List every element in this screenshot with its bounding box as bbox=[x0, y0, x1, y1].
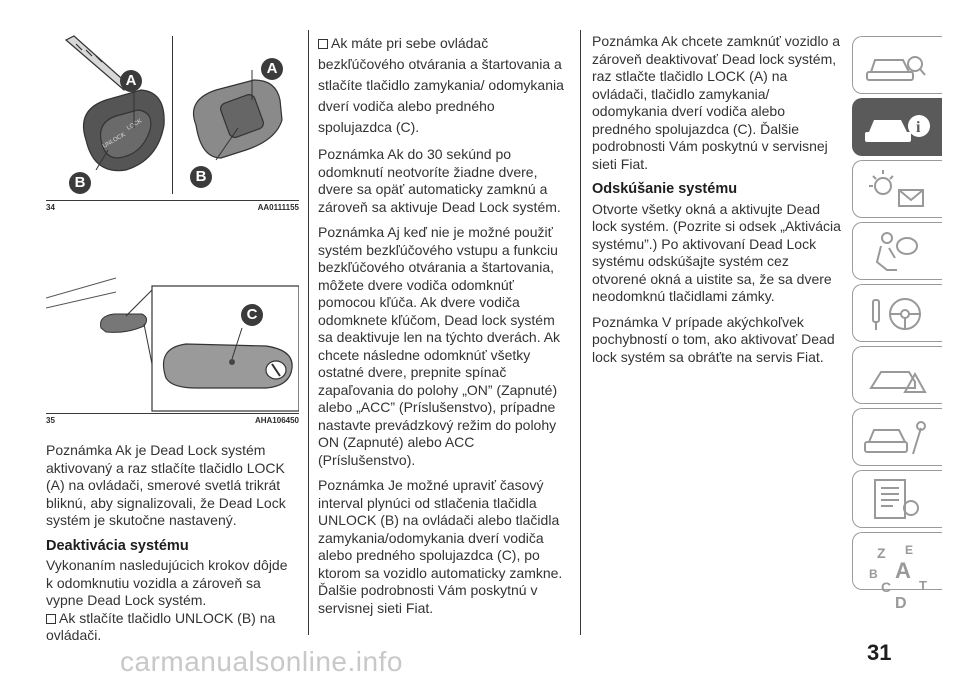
tab-car-info[interactable] bbox=[852, 98, 942, 156]
callout-label: C bbox=[241, 304, 263, 326]
figure-number: 35 bbox=[46, 416, 55, 425]
callout-label: B bbox=[69, 172, 91, 194]
index-letter: A bbox=[895, 558, 911, 583]
lock-engraving: LOCK bbox=[126, 118, 144, 132]
figure-divider bbox=[172, 36, 173, 194]
bullet-item bbox=[318, 33, 572, 138]
section-heading: Odskúšanie systému bbox=[592, 181, 738, 197]
note-paragraph: Poznámka Aj keď nie je možné použiť systém bezkľúčového vstupu a funkciu bezkľúčového otvárania a štartovania, môžete dvere vodiča odomknúť pomocou kľúča. Ak dvere vodiča odomknete kľúčom, Dead lock systém sa deaktivuje len na týchto dverách. Ak chcete následne odomknúť všetky ostatné dvere, prepnite spínač zapaľovania do polohy „ON” (Zapnuté) alebo „ACC” (Príslušenstvo), prípadne nastavte prevádzkový režim do polohy ON (Zapnuté) alebo ACC (Príslušenstvo). bbox=[318, 224, 561, 468]
key-steering-wheel-icon bbox=[861, 290, 931, 336]
alphabet-index-icon bbox=[861, 538, 931, 630]
figure-number: 34 bbox=[46, 203, 55, 212]
index-letter: C bbox=[881, 579, 892, 595]
section-heading: Deaktivácia systému bbox=[46, 537, 189, 554]
svg-text:i: i bbox=[916, 119, 921, 136]
figure-code: AHA106450 bbox=[254, 416, 299, 425]
watermark-text: carmanualsonline.info bbox=[120, 646, 403, 677]
tab-technical-data[interactable] bbox=[852, 470, 942, 528]
car-info-icon bbox=[861, 104, 931, 150]
index-letter: T bbox=[919, 578, 927, 593]
page-number: 31 bbox=[867, 640, 892, 665]
text-column-1 bbox=[46, 442, 298, 653]
tab-maintenance[interactable] bbox=[852, 408, 942, 466]
tab-safety[interactable] bbox=[852, 222, 942, 280]
car-wrench-icon bbox=[861, 414, 931, 460]
figure-key-remotes bbox=[46, 30, 299, 201]
index-letter: B bbox=[869, 567, 878, 581]
bullet-box-icon bbox=[46, 614, 56, 624]
bullet-text: Ak stlačíte tlačidlo UNLOCK (B) na ovládači. bbox=[46, 609, 276, 643]
figure-caption bbox=[46, 203, 299, 212]
body-paragraph: Vykonaním nasledujúcich krokov dôjde k odomknutiu vozidla a zároveň sa vypne Dead Lock systém. bbox=[46, 557, 288, 608]
bullet-box-icon bbox=[318, 39, 328, 49]
figure-door-handle bbox=[46, 228, 299, 414]
tab-car-search[interactable] bbox=[852, 36, 942, 94]
text-column-3 bbox=[592, 33, 842, 374]
callout-label: B bbox=[190, 166, 212, 188]
column-divider bbox=[580, 30, 581, 635]
note-paragraph: Poznámka Ak do 30 sekúnd po odomknutí neotvoríte žiadne dvere, dvere sa opäť automaticky zamknú a zároveň sa aktivuje Dead Lock systém. bbox=[318, 146, 561, 215]
index-letter: E bbox=[905, 543, 914, 557]
column-divider bbox=[308, 30, 309, 635]
tab-starting-driving[interactable] bbox=[852, 284, 942, 342]
figure-code: AA0111155 bbox=[257, 203, 299, 212]
unlock-engraving: UNLOCK bbox=[102, 132, 127, 150]
bullet-text: Ak máte pri sebe ovládač bezkľúčového otvárania a štartovania a stlačíte tlačidlo zamykania/ odomykania dverí vodiča alebo predného spolujazdca (C). bbox=[318, 35, 564, 135]
tab-emergency[interactable] bbox=[852, 346, 942, 404]
airbag-icon bbox=[861, 228, 931, 274]
index-letter: Z bbox=[877, 545, 886, 561]
note-paragraph: Poznámka V prípade akýchkoľvek pochybností o tom, ako aktivovať Dead lock systém sa obráťte na servis Fiat. bbox=[592, 313, 835, 365]
bullet-item bbox=[46, 610, 298, 645]
tab-index[interactable] bbox=[852, 532, 942, 612]
body-paragraph: Otvorte všetky okná a aktivujte Dead lock systém. (Pozrite si odsek „Aktivácia systému”.) Po aktivovaní Dead Lock systému odskúšajte systém cez otvorené okná a uistite sa, že sa dvere neodomknú tlačidlami zámky. bbox=[592, 200, 841, 304]
tab-lights-messages[interactable] bbox=[852, 160, 942, 218]
car-search-icon bbox=[861, 42, 931, 88]
warning-triangle-icon bbox=[861, 352, 931, 398]
lights-envelope-icon bbox=[861, 166, 931, 212]
note-paragraph: Poznámka Ak je Dead Lock systém aktivovaný a raz stlačíte tlačidlo LOCK (A) na ovládači, smerové svetlá trikrát bliknú, aby signalizovali, že Dead Lock systém je skutočne nastavený. bbox=[46, 442, 286, 528]
callout-label: A bbox=[120, 70, 142, 92]
index-letter: D bbox=[895, 595, 907, 612]
document-list-icon bbox=[861, 476, 931, 522]
figure-caption bbox=[46, 416, 299, 425]
text-column-2 bbox=[318, 33, 572, 625]
note-paragraph: Poznámka Je možné upraviť časový interval plynúci od stlačenia tlačidla UNLOCK (B) na ovládači alebo tlačidla zamykania/odomykania dverí vodiča alebo predného spolujazdca (C), po ktorom sa vozidlo automaticky zamkne. Ďalšie podrobnosti Vám poskytnú v servisnej sieti Fiat. bbox=[318, 477, 563, 616]
callout-label: A bbox=[261, 58, 283, 80]
note-paragraph: Poznámka Ak chcete zamknúť vozidlo a zároveň deaktivovať Dead lock systém, raz stlačte tlačidlo LOCK (A) na ovládači, tlačidlo zamykania/ odomykania dverí vodiča alebo predného spolujazdca (C). Ďalšie podrobnosti Vám poskytnú v servisnej sieti Fiat. bbox=[592, 33, 841, 172]
